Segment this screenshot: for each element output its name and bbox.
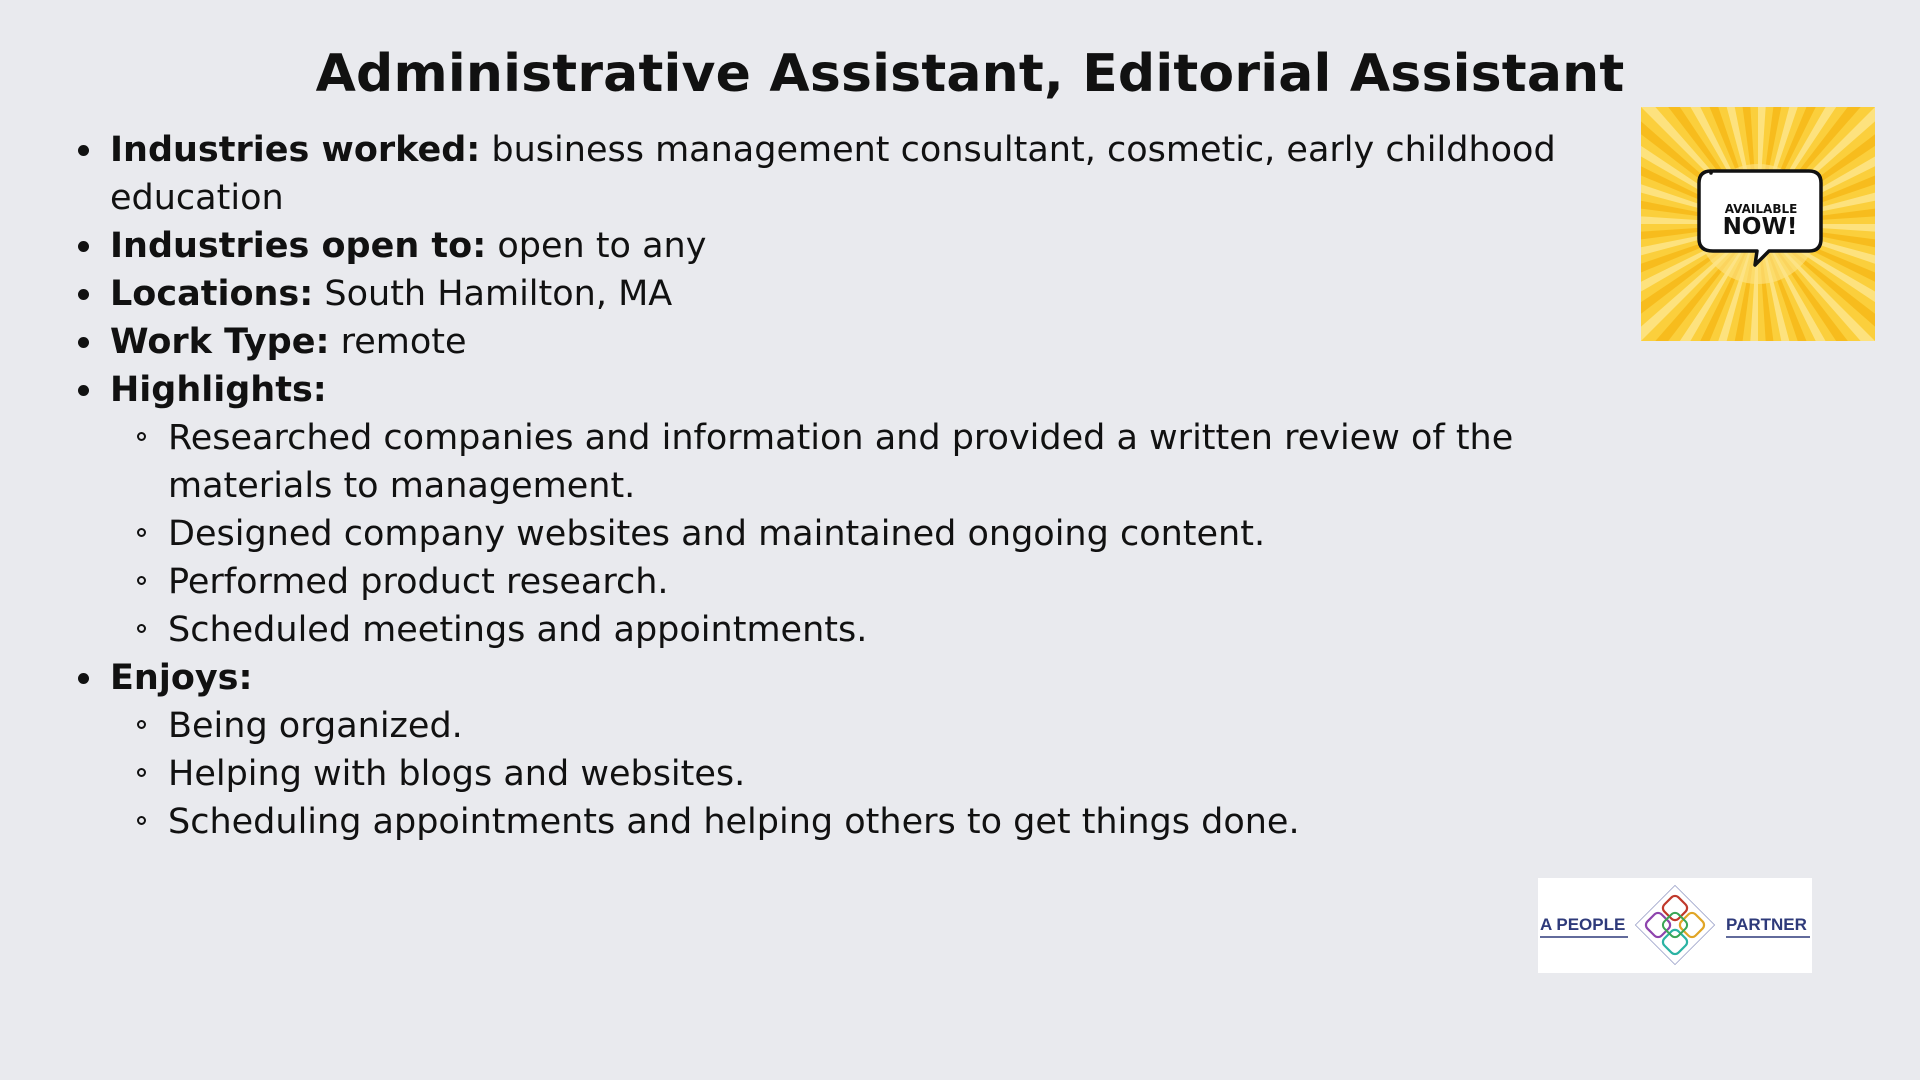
detail-work-type <box>78 318 1638 366</box>
detail-value: business management consultant, cosmetic, early childhood education <box>110 130 1556 218</box>
badge-line1: AVAILABLE <box>1724 202 1798 216</box>
enjoys-list <box>110 702 1638 846</box>
enjoys-section <box>78 654 1638 846</box>
detail-value: South Hamilton, MA <box>324 274 673 314</box>
highlights-list <box>110 414 1638 654</box>
list-item: Helping with blogs and websites. <box>168 750 1638 798</box>
list-item: Designed company websites and maintained ongoing content. <box>168 510 1638 558</box>
detail-label: Industries open to: <box>110 226 487 266</box>
logo-right-text: PARTNER <box>1726 915 1807 934</box>
highlights-label: Highlights: <box>110 370 327 410</box>
speech-bubble-sunburst-icon <box>1641 107 1875 341</box>
a-people-partner-logo <box>1538 878 1812 973</box>
hands-diamond-logo-icon <box>1538 878 1812 973</box>
logo-left-text: A PEOPLE <box>1540 915 1626 934</box>
detail-label: Industries worked: <box>110 130 481 170</box>
list-item: Scheduling appointments and helping others to get things done. <box>168 798 1638 846</box>
list-item: Scheduled meetings and appointments. <box>168 606 1638 654</box>
detail-label: Work Type: <box>110 322 330 362</box>
detail-label: Locations: <box>110 274 314 314</box>
details-list <box>78 126 1638 846</box>
enjoys-label: Enjoys: <box>110 658 253 698</box>
profile-details <box>78 126 1638 846</box>
detail-value: remote <box>340 322 467 362</box>
page-title: Administrative Assistant, Editorial Assistant <box>315 44 1625 104</box>
badge-line2: NOW! <box>1722 214 1798 240</box>
detail-locations <box>78 270 1638 318</box>
list-item: Performed product research. <box>168 558 1638 606</box>
highlights-section <box>78 366 1638 654</box>
detail-industries-open <box>78 222 1638 270</box>
detail-value: open to any <box>497 226 707 266</box>
list-item: Being organized. <box>168 702 1638 750</box>
detail-industries-worked <box>78 126 1638 222</box>
list-item: Researched companies and information and provided a written review of the materials to management. <box>168 414 1638 510</box>
available-now-badge <box>1641 107 1875 341</box>
